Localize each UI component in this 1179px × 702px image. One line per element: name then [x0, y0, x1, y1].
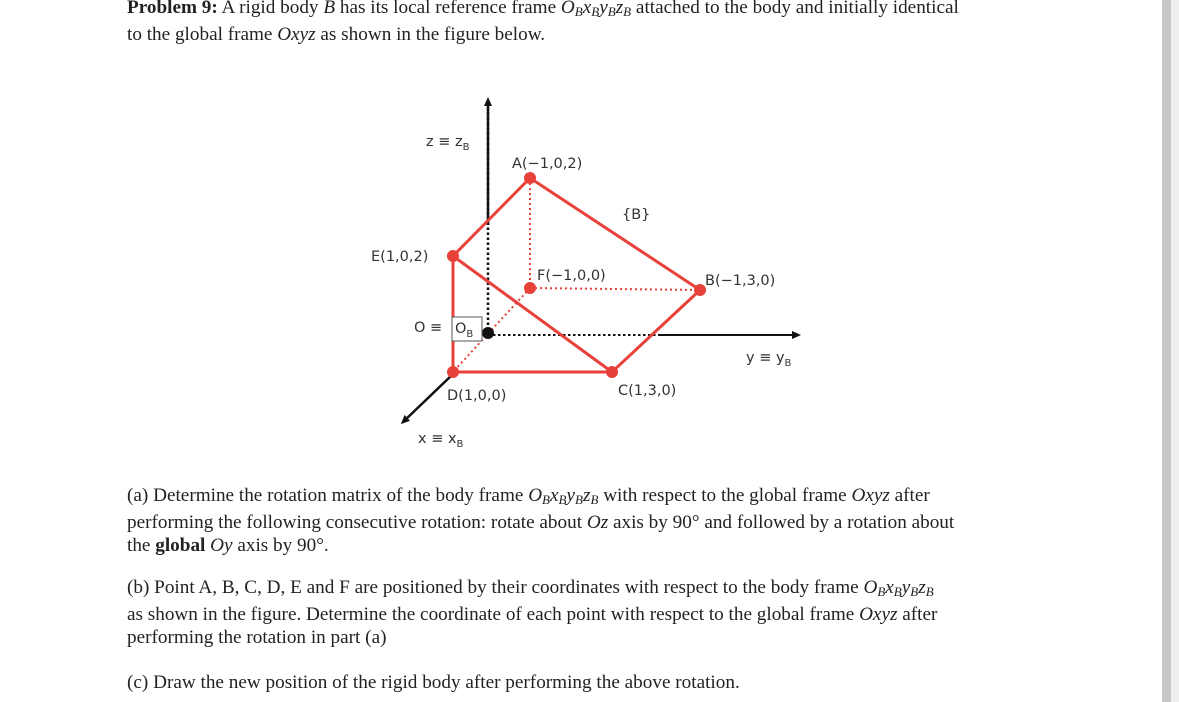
x-axis-label: $x \equiv x_B$ [418, 431, 464, 450]
point-d [447, 366, 459, 378]
part-c-paragraph: (c) Draw the new position of the rigid body after performing the above rotation. [127, 672, 740, 693]
frame-label: {B} [622, 207, 651, 223]
problem-line-2: to the global frame Oxyz as shown in the figure below. [127, 24, 546, 45]
problem-line-1: Problem 9: A rigid body B has its local reference frame $O_Bx_By_Bz_B$ attached to the body and initially identical [127, 0, 1049, 23]
body-symbol: B [323, 0, 336, 18]
edge-b-c [612, 290, 700, 372]
origin-box-label: $O_B$ [455, 321, 474, 340]
point-c-label: C(1,3,0) [618, 383, 677, 399]
edge-e-a [453, 178, 530, 256]
page-edge-rule [1162, 0, 1171, 702]
part-a-body-frame: $O_Bx_By_Bz_B$ [528, 485, 599, 507]
edge-f-b [530, 288, 700, 290]
point-a-label: A(−1,0,2) [512, 156, 583, 172]
point-b-label: B(−1,3,0) [705, 273, 776, 289]
global-emphasis: global [155, 535, 206, 556]
x-axis [403, 375, 452, 422]
global-frame: Oxyz [277, 24, 316, 45]
point-e-label: E(1,0,2) [371, 249, 429, 265]
part-b-body-frame: $O_Bx_By_Bz_B$ [863, 577, 934, 599]
y-axis-label: $y \equiv y_B$ [746, 350, 792, 369]
point-a [524, 172, 536, 184]
origin-point [482, 327, 494, 339]
point-c [606, 366, 618, 378]
part-a-paragraph: (a) Determine the rotation matrix of the body frame $O_Bx_By_Bz_B$ with respect to the global frame Oxyz after performing the following consecutive rotation: rotate about Oz axis by 90° and followed by a rotation about the global Oy axis by 90°. [127, 485, 955, 556]
problem-label: Problem 9: [127, 0, 218, 18]
point-d-label: D(1,0,0) [447, 388, 507, 404]
point-e [447, 250, 459, 262]
local-frame: $O_Bx_By_Bz_B$ [560, 0, 632, 19]
point-f-label: F(−1,0,0) [537, 268, 606, 284]
page-edge-shade [1171, 0, 1179, 702]
point-f [524, 282, 536, 294]
origin-label: O ≡ [414, 320, 443, 336]
part-b-paragraph: (b) Point A, B, C, D, E and F are positioned by their coordinates with respect to the body frame $O_Bx_By_Bz_B$ as shown in the figure. Determine the coordinate of each point with respect to the global frame Oxyz after performing the rotation in part (a) [127, 577, 938, 648]
z-axis-label: $z \equiv z_B$ [426, 134, 470, 153]
